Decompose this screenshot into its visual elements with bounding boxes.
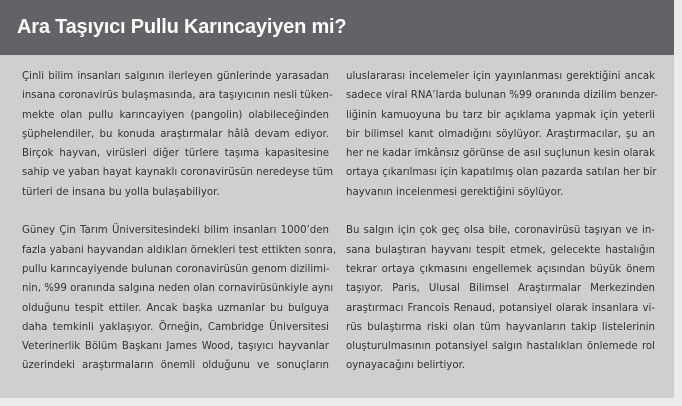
text-line: bir bilimsel kanıt olmadığını söylüyor. Araştırmacılar, şu an: [346, 128, 655, 140]
text-line: oynayacağını belirtiyor.: [346, 360, 466, 372]
text-line: her ne kadar imkânsız görünse de asıl suçlunun kesin olarak: [346, 148, 655, 160]
text-line: sadece viral RNA’larda bulunan %99 oranında dizilim benzer-: [346, 90, 658, 102]
text-line: tekrar ortaya çıkmasını engellemek açısından büyük önem: [346, 263, 655, 275]
text-line: Bu salgın için çok geç olsa bile, coronavirüsü taşıyan ve in-: [346, 225, 655, 237]
paragraph: [346, 221, 655, 375]
text-line: daha temkinli yaklaşıyor. Örneğin, Cambridge Üniversitesi: [22, 321, 329, 333]
text-line: taşıyor. Paris, Ulusal Bilimsel Araştırmalar Merkezinden: [346, 283, 655, 295]
right-column: [346, 67, 658, 395]
text-line: türleri de insana bu yolla bulaşabiliyor.: [22, 186, 220, 198]
text-line: pullu karıncayiyende bulunan coronavirüsün genom dizilimi-: [22, 263, 330, 275]
left-column: [22, 67, 337, 395]
text-line: liğinin kamuoyuna bu tarz bir açıklama yapmak için yeterli: [346, 109, 655, 121]
text-line: hayvanın incelenmesi gerektiğini söylüyor.: [346, 186, 564, 198]
paragraph: [346, 67, 658, 202]
text-line: Birçok hayvan, virüsleri diğer türlere taşıma kapasitesine: [22, 148, 329, 160]
text-line: ortaya çıkarılması için kapatılmış olan pazarda satılan her bir: [346, 167, 657, 179]
text-line: sana bulaştıran hayvanı tespit etmek, gelecekte hastalığın: [346, 244, 655, 256]
text-line: sahip ve yaban hayat kaynaklı coronavirüsün neredeyse tüm: [22, 167, 334, 179]
text-line: fazla yabani hayvandan aldıkları örnekleri test ettikten sonra,: [22, 244, 337, 256]
text-line: insana coronavirüs bulaşmasında, ara taşıyıcının nesli tüken-: [22, 90, 333, 102]
text-line: uluslararası incelemeler için yayınlanması gerektiğini ancak: [346, 71, 655, 82]
paragraph: [22, 67, 334, 202]
text-line: Çinli bilim insanları salgının ilerleyen günlerinde yarasadan: [22, 71, 329, 82]
text-line: rüs bulaştırma riski olan tüm hayvanların takip listelerinin: [346, 321, 655, 333]
text-line: Güney Çin Tarım Üniversitesindeki bilim insanları 1000’den: [22, 225, 329, 237]
text-line: şüphelendiler, bu konuda araştırmalar hâlâ devam ediyor.: [22, 128, 329, 140]
text-line: nin, %99 oranında salgına neden olan cornavirüsünkiyle aynı: [22, 283, 334, 295]
text-line: üzerindeki araştırmaların önemli olduğunu ve sonuçların: [22, 360, 329, 372]
paragraph: [22, 221, 337, 375]
text-line: oluşturulmasının potansiyel salgın hastalıkları önlemede rol: [346, 341, 655, 353]
text-line: araştırmacı Francois Renaud, potansiyel olarak insanlara vi-: [346, 302, 655, 314]
text-line: mekte olan pullu karıncayiyen (pangolin) olabileceğinden: [22, 109, 329, 121]
article-header: [0, 0, 674, 55]
text-line: Veterinerlik Bölüm Başkanı James Wood, taşıyıcı hayvanlar: [22, 341, 329, 353]
article-title: Ara Taşıyıcı Pullu Karıncayiyen mi?: [17, 16, 347, 38]
text-line: olduğunu tespit ettiler. Ancak başka uzmanlar bu bulguya: [22, 302, 329, 314]
